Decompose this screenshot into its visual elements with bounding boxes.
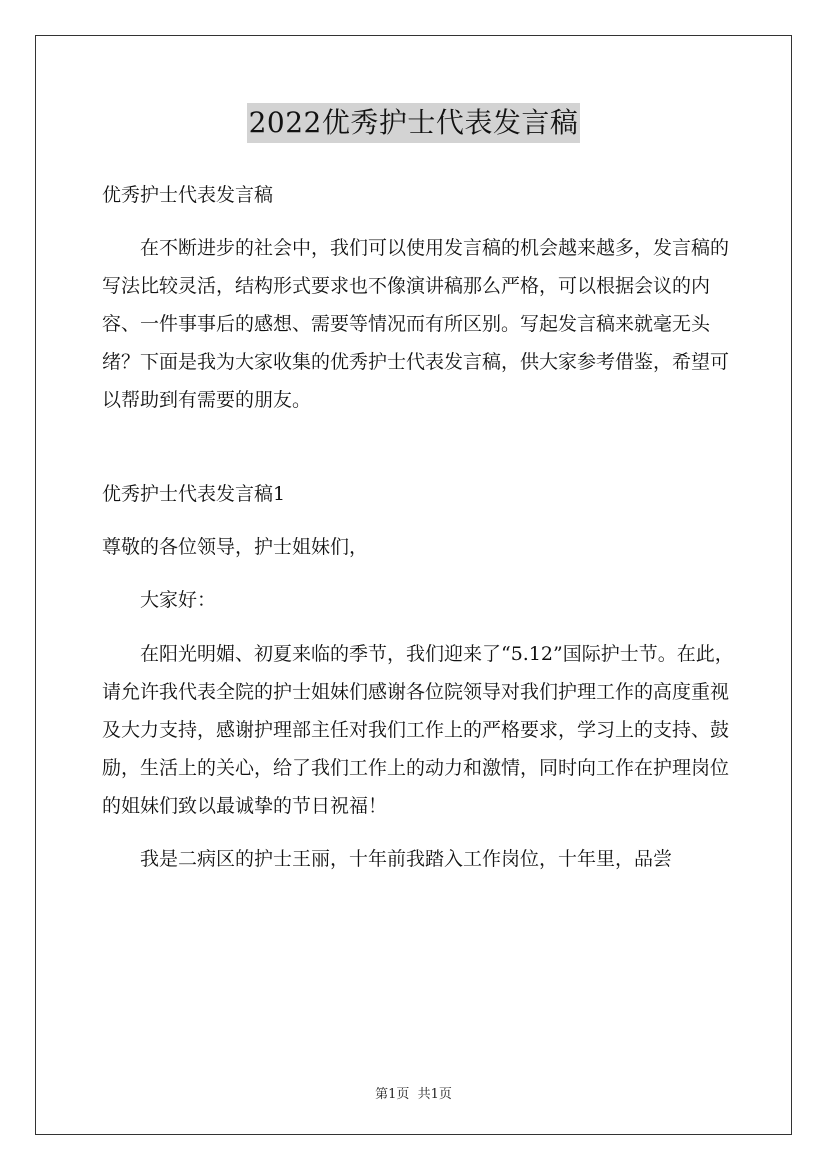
subtitle-heading: 优秀护士代表发言稿 (102, 184, 274, 206)
page-footer (0, 1083, 827, 1102)
title-block (0, 103, 827, 143)
body-paragraph-1: 在阳光明媚、初夏来临的季节，我们迎来了“5.12”国际护士节。在此，请允许我代表全院的护士姐妹们感谢各位院领导对我们护理工作的高度重视及大力支持，感谢护理部主任对我们工作上的严格要求，学习上的支持、鼓励，生活上的关心，给了我们工作上的动力和激情，同时向工作在护理岗位的姐妹们致以最诚挚的节日祝福！ (102, 643, 734, 817)
body-paragraph-2: 我是二病区的护士王丽，十年前我踏入工作岗位，十年里，品尝 (140, 848, 673, 870)
document-body (102, 176, 742, 878)
intro-paragraph: 在不断进步的社会中，我们可以使用发言稿的机会越来越多，发言稿的写法比较灵活，结构形式要求也不像演讲稿那么严格，可以根据会议的内容、一件事事后的感想、需要等情况而有所区别。写起发言稿来就毫无头绪？下面是我为大家收集的优秀护士代表发言稿，供大家参考借鉴，希望可以帮助到有需要的朋友。 (102, 237, 730, 411)
page-number-label: 第1页 共1页 (375, 1087, 452, 1102)
document-title: 2022优秀护士代表发言稿 (247, 103, 581, 143)
greeting: 大家好： (140, 589, 217, 611)
salutation: 尊敬的各位领导，护士姐妹们， (102, 536, 369, 558)
section-heading-1: 优秀护士代表发言稿1 (102, 483, 286, 505)
